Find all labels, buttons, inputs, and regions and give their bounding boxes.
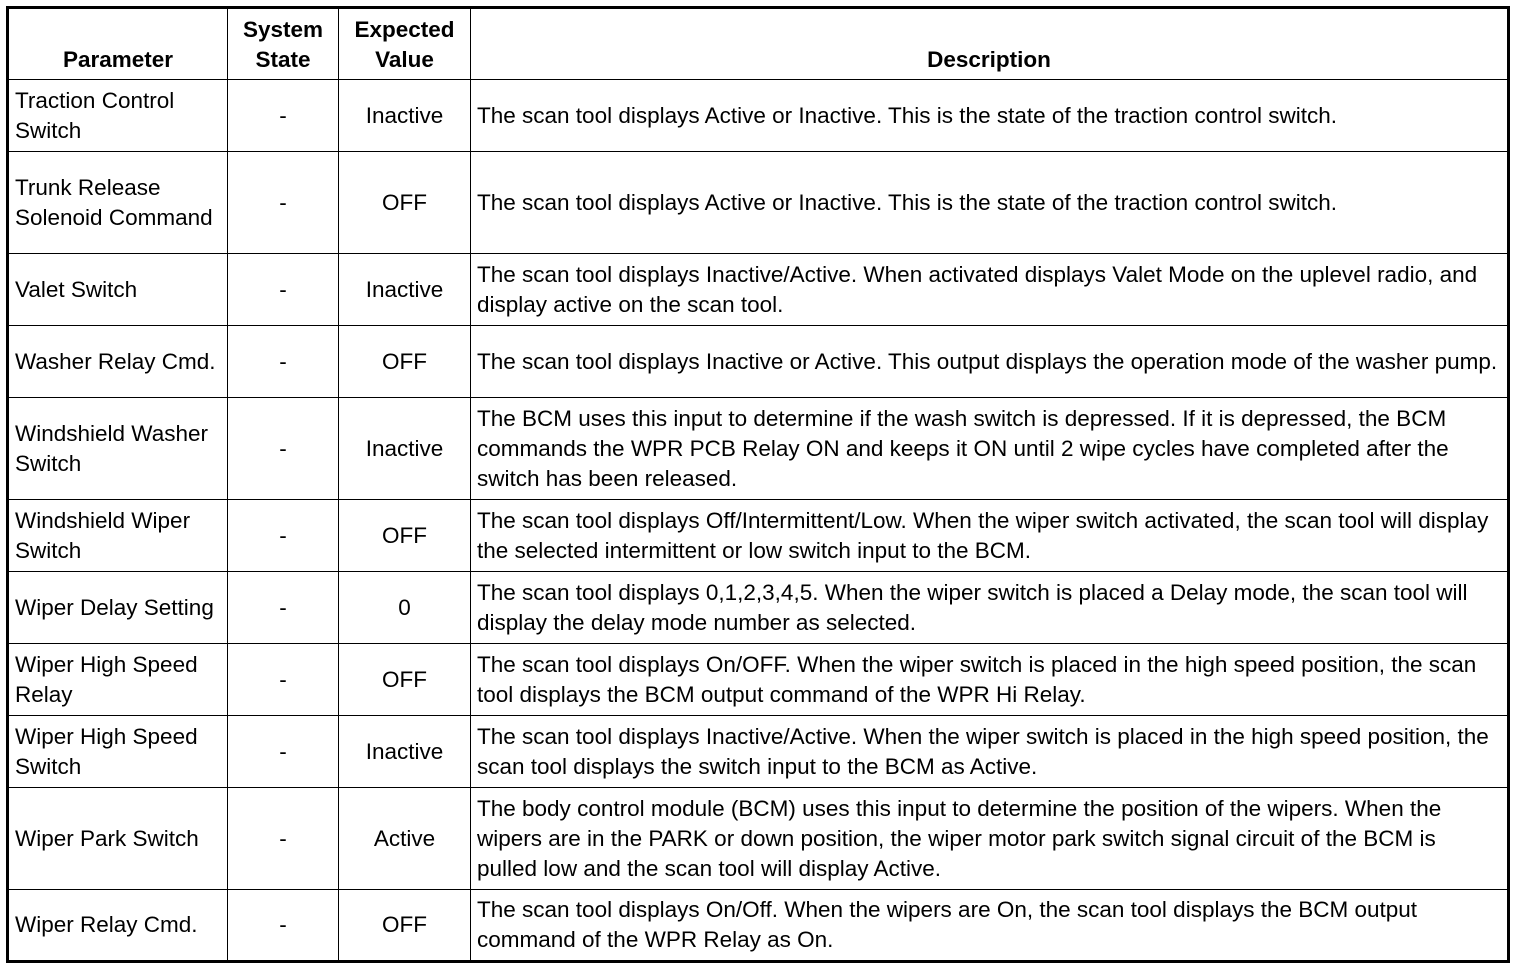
cell-system-state: - — [228, 716, 339, 788]
cell-description: The scan tool displays On/OFF. When the wiper switch is placed in the high speed position, the scan tool displays the BCM output command of the WPR Hi Relay. — [471, 644, 1509, 716]
cell-system-state: - — [228, 326, 339, 398]
cell-expected-value: OFF — [339, 890, 471, 962]
table-row — [8, 254, 1509, 326]
cell-system-state: - — [228, 398, 339, 500]
table-row — [8, 890, 1509, 962]
cell-system-state: - — [228, 644, 339, 716]
cell-description: The body control module (BCM) uses this input to determine the position of the wipers. When the wipers are in the PARK or down position, the wiper motor park switch signal circuit of the BCM is pulled low and the scan tool will display Active. — [471, 788, 1509, 890]
cell-expected-value: OFF — [339, 326, 471, 398]
cell-description: The scan tool displays Inactive or Active. This output displays the operation mode of the washer pump. — [471, 326, 1509, 398]
parameter-table — [6, 6, 1510, 963]
cell-parameter: Windshield Washer Switch — [8, 398, 228, 500]
table-row — [8, 716, 1509, 788]
cell-system-state: - — [228, 788, 339, 890]
cell-system-state: - — [228, 500, 339, 572]
cell-parameter: Wiper High Speed Relay — [8, 644, 228, 716]
cell-expected-value: Inactive — [339, 398, 471, 500]
table-row — [8, 80, 1509, 152]
cell-expected-value: OFF — [339, 644, 471, 716]
table-row — [8, 572, 1509, 644]
cell-expected-value: Inactive — [339, 80, 471, 152]
header-system-state: System State — [228, 8, 339, 80]
header-expected-value: Expected Value — [339, 8, 471, 80]
cell-description: The scan tool displays Inactive/Active. When the wiper switch is placed in the high speed position, the scan tool displays the switch input to the BCM as Active. — [471, 716, 1509, 788]
cell-expected-value: Active — [339, 788, 471, 890]
table-row — [8, 326, 1509, 398]
header-row — [8, 8, 1509, 80]
table-row — [8, 788, 1509, 890]
cell-parameter: Washer Relay Cmd. — [8, 326, 228, 398]
table-row — [8, 644, 1509, 716]
cell-parameter: Valet Switch — [8, 254, 228, 326]
cell-expected-value: OFF — [339, 152, 471, 254]
cell-parameter: Wiper Relay Cmd. — [8, 890, 228, 962]
cell-system-state: - — [228, 890, 339, 962]
cell-parameter: Windshield Wiper Switch — [8, 500, 228, 572]
cell-description: The scan tool displays 0,1,2,3,4,5. When the wiper switch is placed a Delay mode, the scan tool will display the delay mode number as selected. — [471, 572, 1509, 644]
cell-description: The scan tool displays Inactive/Active. When activated displays Valet Mode on the uplevel radio, and display active on the scan tool. — [471, 254, 1509, 326]
cell-system-state: - — [228, 254, 339, 326]
cell-parameter: Traction Control Switch — [8, 80, 228, 152]
cell-description: The scan tool displays Active or Inactive. This is the state of the traction control switch. — [471, 152, 1509, 254]
cell-parameter: Wiper Park Switch — [8, 788, 228, 890]
cell-description: The scan tool displays Off/Intermittent/Low. When the wiper switch activated, the scan tool will display the selected intermittent or low switch input to the BCM. — [471, 500, 1509, 572]
cell-system-state: - — [228, 152, 339, 254]
cell-description: The BCM uses this input to determine if the wash switch is depressed. If it is depressed, the BCM commands the WPR PCB Relay ON and keeps it ON until 2 wipe cycles have completed after the switch has been released. — [471, 398, 1509, 500]
cell-parameter: Wiper High Speed Switch — [8, 716, 228, 788]
cell-system-state: - — [228, 80, 339, 152]
cell-parameter: Wiper Delay Setting — [8, 572, 228, 644]
header-parameter: Parameter — [8, 8, 228, 80]
cell-system-state: - — [228, 572, 339, 644]
cell-expected-value: Inactive — [339, 254, 471, 326]
cell-expected-value: Inactive — [339, 716, 471, 788]
table-row — [8, 398, 1509, 500]
cell-parameter: Trunk Release Solenoid Command — [8, 152, 228, 254]
cell-description: The scan tool displays On/Off. When the wipers are On, the scan tool displays the BCM output command of the WPR Relay as On. — [471, 890, 1509, 962]
table-row — [8, 500, 1509, 572]
table-row — [8, 152, 1509, 254]
cell-expected-value: 0 — [339, 572, 471, 644]
cell-expected-value: OFF — [339, 500, 471, 572]
header-description: Description — [471, 8, 1509, 80]
cell-description: The scan tool displays Active or Inactive. This is the state of the traction control switch. — [471, 80, 1509, 152]
